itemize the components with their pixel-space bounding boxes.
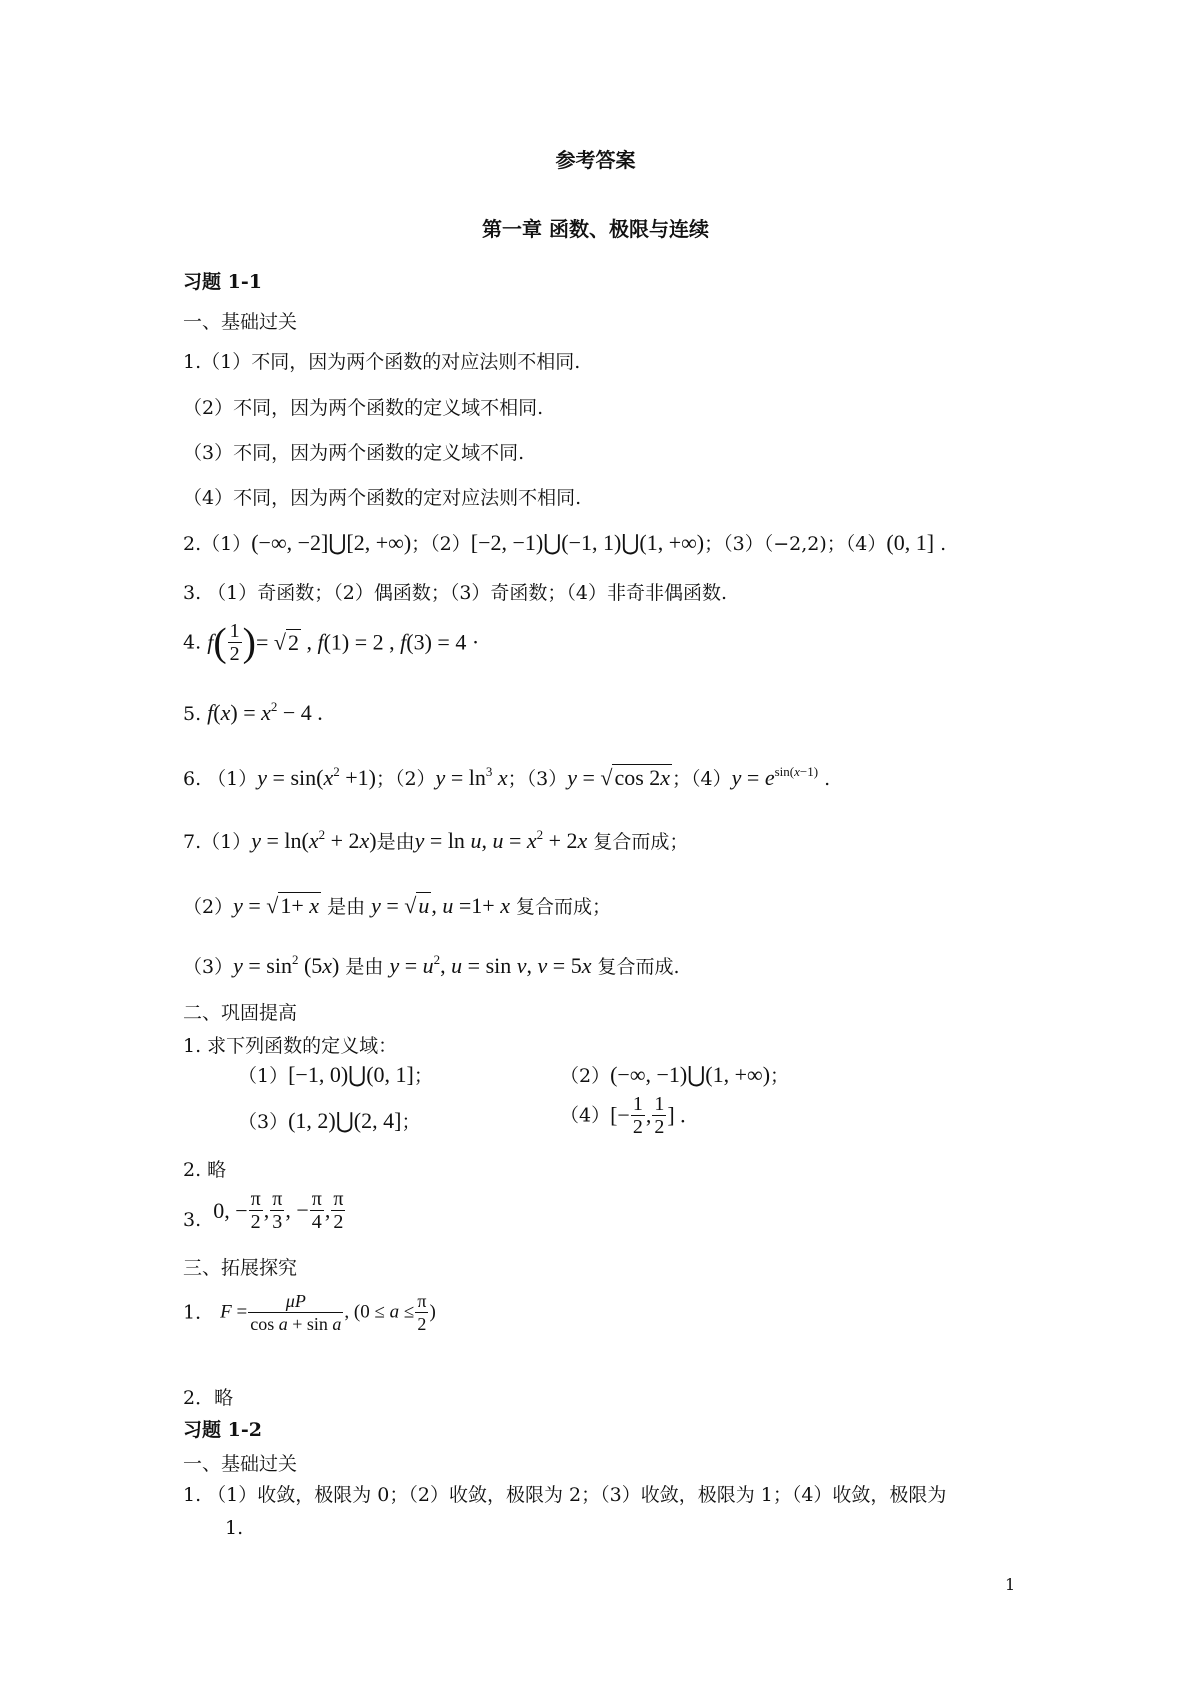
section-heading: 二、巩固提高 bbox=[183, 1002, 298, 1024]
answer-line: （2）不同，因为两个函数的定义域不相同. bbox=[183, 397, 544, 419]
domain-answer-3: （3）(1, 2)⋃(2, 4]； bbox=[238, 1108, 421, 1133]
exercise-heading: 习题 1-2 bbox=[183, 1419, 262, 1441]
answer-line-5: 5. $f(x) = x^2 - 4$ . bbox=[183, 699, 323, 725]
answer-line: 1. 求下列函数的定义域： bbox=[183, 1035, 398, 1057]
answer-line-e1: 1． F = $\frac{\mu P}{\text{cos a + sin a}}$ , (0 ≤ a ≤ $\frac{\pi}{2}$ ) bbox=[183, 1291, 436, 1334]
answer-line: （3）不同，因为两个函数的定义域不同. bbox=[183, 442, 525, 464]
exercise-heading: 习题 1-1 bbox=[183, 271, 262, 293]
answer-line: 1.（1）不同，因为两个函数的对应法则不相同. bbox=[183, 351, 581, 373]
answer-line: （4）不同，因为两个函数的定对应法则不相同. bbox=[183, 487, 582, 509]
answer-line: 1. （1）收敛，极限为 0；（2）收敛，极限为 2；（3）收敛，极限为 1；（4）收敛，极限为 bbox=[183, 1484, 947, 1506]
answer-line-7-3: $(3)y = \sin^2 (5x)$ 是由 $y = u^2$, u = sin v, v = 5x 复合而成. bbox=[183, 952, 680, 978]
domain-answer-1: （1）[−1, 0)⋃(0, 1]； bbox=[238, 1062, 433, 1087]
answer-line: 2. 略 bbox=[183, 1159, 227, 1181]
answer-line-2: 2.（1）(−∞, −2]⋃[2, +∞)；（2）[−2, −1)⋃(−1, 1)⋃(1, +∞)；（3）（−2,2)；（4）(0, 1] . bbox=[183, 530, 947, 555]
answer-line-c3: 3. 0, − $\frac{\pi}{2}$ , $\frac{\pi}{3}$ , − $\frac{\pi}{4}$ , $\frac{\pi}{2}$ bbox=[183, 1188, 344, 1233]
answer-line-6: 6. $(1)y = \sin(x^2 +1)$；$(2)y = \ln^3 x$；（3）y = √cos 2x ；$(4)y = e^{sin(x-1)}$ . bbox=[183, 764, 831, 790]
answer-line-7-1: $7.(1)y = \ln(x^2 + 2x)$是由y = ln u, $u = x^2 + 2x$ 复合而成； bbox=[183, 827, 689, 853]
section-heading: 三、拓展探究 bbox=[183, 1257, 298, 1279]
page-title: 参考答案 bbox=[555, 148, 636, 172]
page-number: 1 bbox=[1005, 1575, 1016, 1594]
answer-line: 2．略 bbox=[183, 1387, 234, 1409]
domain-answer-2: （2）(−∞, −1)⋃(1, +∞)； bbox=[560, 1062, 790, 1087]
answer-line-7-2: （2）y = √1+ x 是由 y = √u, u =1+ x 复合而成； bbox=[183, 893, 612, 918]
chapter-title: 第一章 函数、极限与连续 bbox=[482, 217, 709, 241]
answer-line: 1. bbox=[225, 1517, 244, 1539]
answer-line-4: 4. f( $\frac{1}{2}$ )= √2 , f(1) = 2 , f(3) = 4 · bbox=[183, 619, 480, 665]
domain-answer-4: （4）[− $\frac{1}{2}$ , $\frac{1}{2}$ ] . bbox=[560, 1093, 686, 1138]
section-heading: 一、基础过关 bbox=[183, 311, 298, 333]
section-heading: 一、基础过关 bbox=[183, 1453, 298, 1475]
answer-line: 3. （1）奇函数；（2）偶函数；（3）奇函数；（4）非奇非偶函数. bbox=[183, 582, 728, 604]
